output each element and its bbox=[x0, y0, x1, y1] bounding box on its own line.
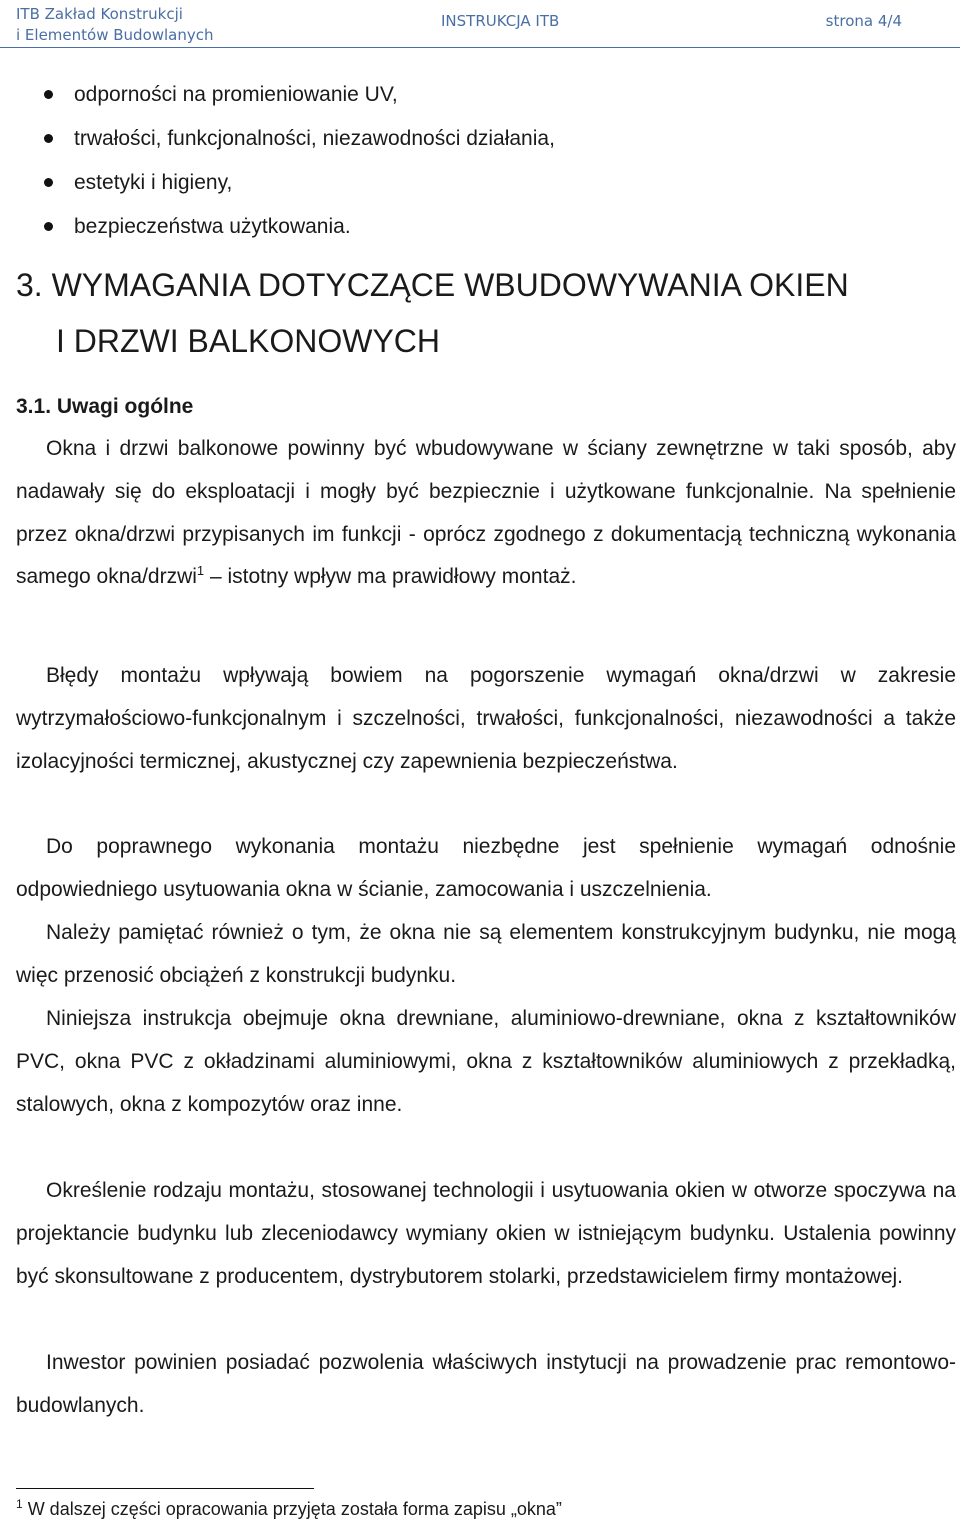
list-item bbox=[0, 117, 960, 161]
bullet-icon bbox=[44, 222, 53, 231]
paragraph-text-continued: – istotny wpływ ma prawidłowy montaż. bbox=[204, 565, 577, 589]
footnote-divider bbox=[16, 1488, 314, 1489]
header-divider bbox=[0, 47, 960, 48]
bullet-icon bbox=[44, 134, 53, 143]
header-document-title: INSTRUKCJA ITB bbox=[441, 12, 560, 30]
list-item bbox=[0, 205, 960, 249]
list-item-text: trwałości, funkcjonalności, niezawodności działania, bbox=[74, 127, 555, 150]
list-item-text: bezpieczeństwa użytkowania. bbox=[74, 215, 351, 238]
page-header bbox=[0, 0, 960, 48]
bullet-icon bbox=[44, 178, 53, 187]
paragraph-non-structural: Należy pamiętać również o tym, że okna nie są elementem konstrukcyjnym budynku, nie mogą więc przenosić obciążeń z konstrukcji budynku. bbox=[16, 921, 956, 987]
paragraph-text: Okna i drzwi balkonowe powinny być wbudowywane w ściany zewnętrzne w taki sposób, aby nadawały się do eksploatacji i mogły być bezpiecznie i użytkowane funkcjonalnie. Na spełnienie przez okna/drzwi przypisanych im funkcji - oprócz zgodnego z dokumentacją techniczną wykonania samego okna/drzwi bbox=[16, 437, 956, 589]
paragraph-correct-installation: Do poprawnego wykonania montażu niezbędne jest spełnienie wymagań odnośnie odpowiedniego usytuowania okna w ścianie, zamocowania i uszczelnienia. bbox=[16, 835, 956, 901]
subsection-heading: 3.1. Uwagi ogólne bbox=[16, 395, 194, 418]
list-item-text: odporności na promieniowanie UV, bbox=[74, 83, 398, 106]
footnote-number: 1 bbox=[16, 1497, 23, 1511]
header-institution-line1: ITB Zakład Konstrukcji bbox=[16, 5, 183, 23]
paragraph-scope: Niniejsza instrukcja obejmuje okna drewniane, aluminiowo-drewniane, okna z kształtowników PVC, okna PVC z okładzinami aluminiowymi, okna z kształtowników aluminiowych z przekładką, stalowych, okna z kompozytów oraz inne. bbox=[16, 1007, 956, 1116]
paragraph-responsibility: Określenie rodzaju montażu, stosowanej technologii i usytuowania okien w otworze spoczywa na projektancie budynku lub zleceniodawcy wymiany okien w istniejącym budynku. Ustalenia powinny być skonsultowane z producentem, dystrybutorem stolarki, przedstawicielem firmy montażowej. bbox=[16, 1179, 956, 1288]
bullet-icon bbox=[44, 90, 53, 99]
section-heading-line1: 3. WYMAGANIA DOTYCZĄCE WBUDOWYWANIA OKIEN bbox=[16, 267, 849, 303]
list-item-text: estetyki i higieny, bbox=[74, 171, 233, 194]
footnote bbox=[16, 1496, 562, 1522]
section-heading-line2: I DRZWI BALKONOWYCH bbox=[56, 323, 441, 359]
header-institution bbox=[16, 4, 214, 46]
footnote-text: W dalszej części opracowania przyjęta została forma zapisu „okna” bbox=[22, 1499, 562, 1519]
footnote-reference: 1 bbox=[196, 563, 205, 579]
paragraph-permits: Inwestor powinien posiadać pozwolenia właściwych instytucji na prowadzenie prac remontowo-budowlanych. bbox=[16, 1351, 956, 1417]
list-item bbox=[0, 161, 960, 205]
bullet-list bbox=[0, 73, 960, 249]
list-item bbox=[0, 73, 960, 117]
paragraph-installation-errors: Błędy montażu wpływają bowiem na pogorszenie wymagań okna/drzwi w zakresie wytrzymałościowo-funkcjonalnym i szczelności, trwałości, funkcjonalności, niezawodności a także izolacyjności termicznej, akustycznej czy zapewnienia bezpieczeństwa. bbox=[16, 664, 956, 773]
section-heading bbox=[16, 262, 849, 364]
header-page-number: strona 4/4 bbox=[825, 12, 902, 30]
paragraph-general-remarks bbox=[16, 428, 956, 599]
header-institution-line2: i Elementów Budowlanych bbox=[16, 26, 214, 44]
